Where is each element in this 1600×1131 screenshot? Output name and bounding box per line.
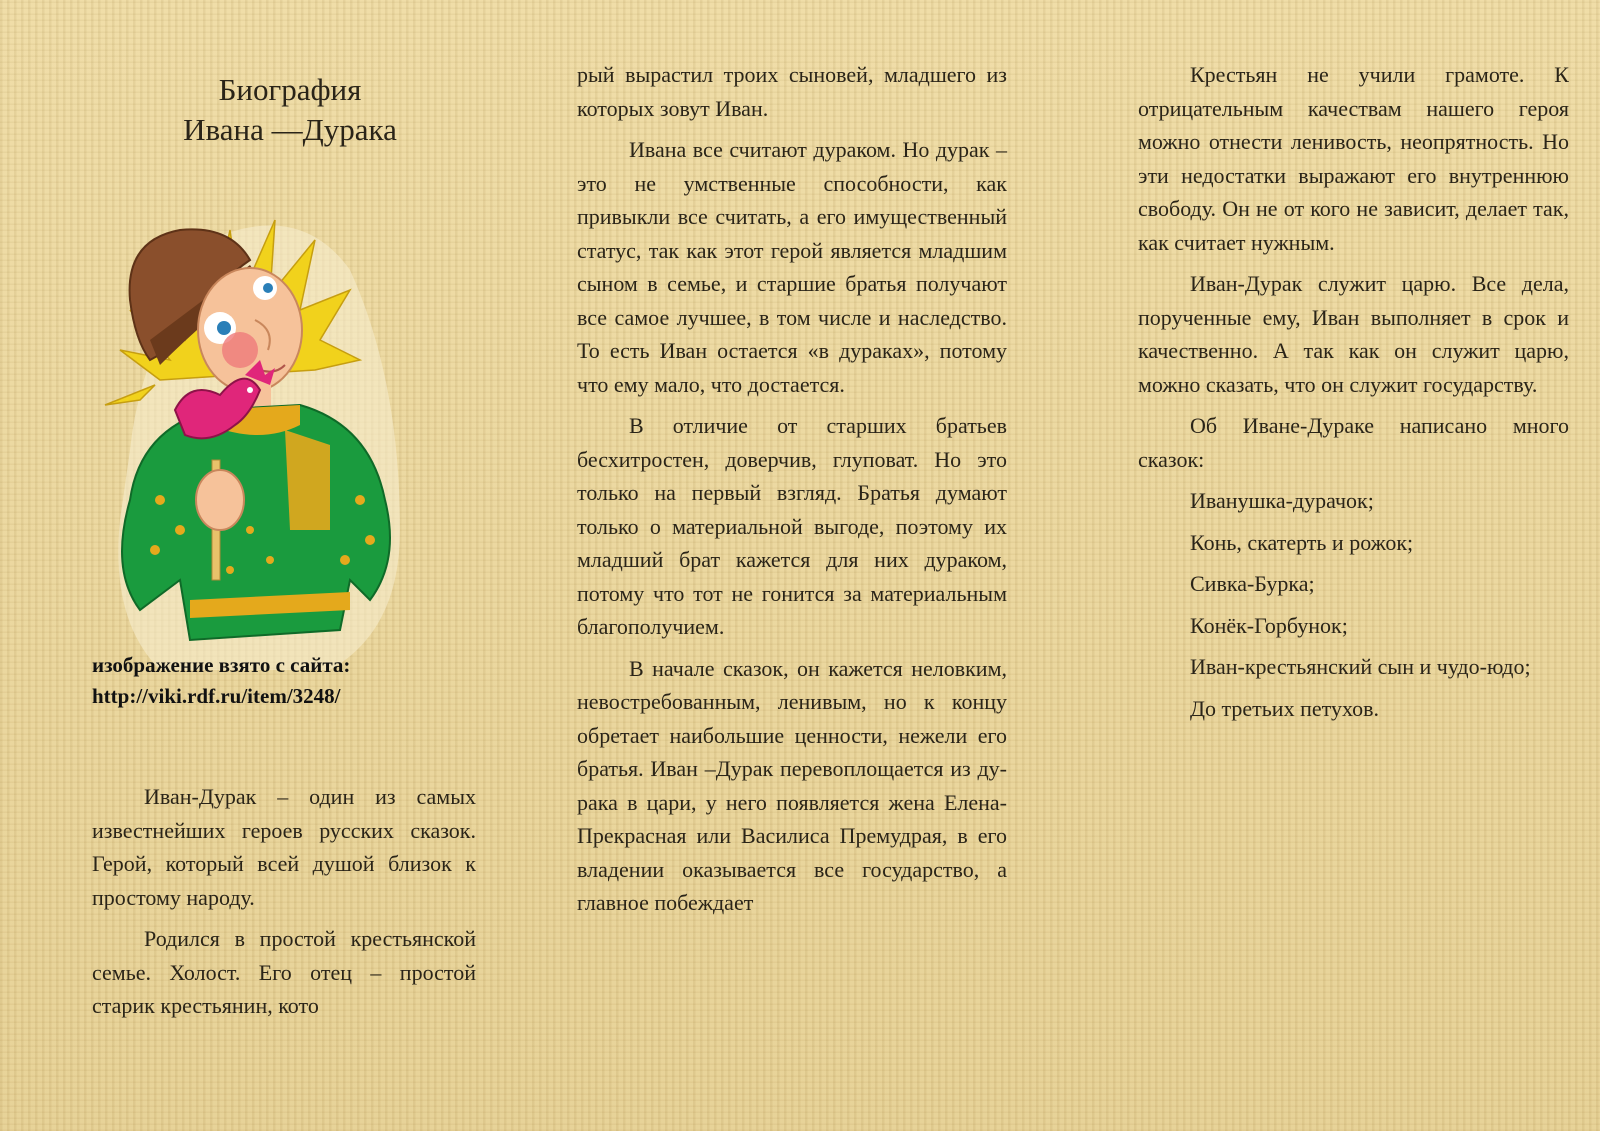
- column-2: [577, 0, 1007, 1131]
- title-line-2: Ивана —Дурака: [183, 112, 397, 147]
- col3-paragraph-3: Об Иване-Дураке написано много сказок:: [1138, 413, 1569, 472]
- column-3: [1138, 0, 1569, 1131]
- col1-paragraph-1: Иван-Дурак – один из самых известнейших героев русских сказок. Герой, который всей душой близок к простому народу.: [92, 784, 476, 910]
- image-credit-url[interactable]: http://viki.rdf.ru/item/3248/: [92, 684, 341, 708]
- tale-list-item: Конёк-Горбунок;: [1190, 612, 1348, 638]
- tale-list-item: Конь, скатерть и рожок;: [1190, 529, 1414, 555]
- col2-paragraph-2: В отличие от старших братьев бесхитростен, доверчив, глуповат. Но это только на первый взгляд. Братья думают только о материальной выгоде, поэтому их младший брат кажется для них дураком, потому что тот не гонится за материальным благополучием.: [577, 413, 1007, 639]
- tale-list-item: До третьих петухов.: [1190, 695, 1379, 721]
- col2-paragraph-0: рый вырастил троих сыновей, младшего из которых зовут Иван.: [577, 62, 1007, 121]
- image-credit-label: изображение взято с сайта:: [92, 653, 351, 677]
- tale-list-item: Иванушка-дурачок;: [1190, 488, 1374, 513]
- tale-list-item: Иван-крестьянский сын и чудо-юдо;: [1190, 654, 1531, 679]
- column-1: [92, 0, 476, 1131]
- tale-list-item: Сивка-Бурка;: [1190, 571, 1315, 596]
- title-line-1: Биография: [218, 72, 362, 107]
- col2-paragraph-1: Ивана все считают дураком. Но дурак – это не умственные способности, как привыкли все считать, а его имущественный статус, так как этот герой является младшим сыном в семье, и старшие братья получают все самое лучшее, в том числе и наследство. То есть Иван остается «в дураках», потому что ему мало, что достается.: [577, 137, 1007, 397]
- col3-paragraph-2: Иван-Дурак служит царю. Все дела, порученные ему, Иван выполняет в срок и качественно. А так как он служит царю, можно сказать, что он служит государству.: [1138, 271, 1569, 397]
- col1-paragraph-2: Родился в простой крестьянской семье. Холост. Его отец – простой старик крестьянин, кото: [92, 926, 476, 1018]
- col2-paragraph-3: В начале сказок, он кажется неловким, невостребованным, ленивым, но к концу обретает наибольшие ценности, нежели его братья. Иван –Дурак перевоплощается из дурака в цари, у него появляется жена Елена-Прекрасная или Василиса Премудрая, в его владении оказывается все государство, а главное побеждает: [577, 655, 1007, 915]
- col3-paragraph-1: Крестьян не учили грамоте. К отрицательным качествам нашего героя можно отнести ленивость, неопрятность. Но эти недостатки выражают его внутреннюю свободу. Он не от кого не зависит, делает так, как считает нужным.: [1138, 62, 1569, 255]
